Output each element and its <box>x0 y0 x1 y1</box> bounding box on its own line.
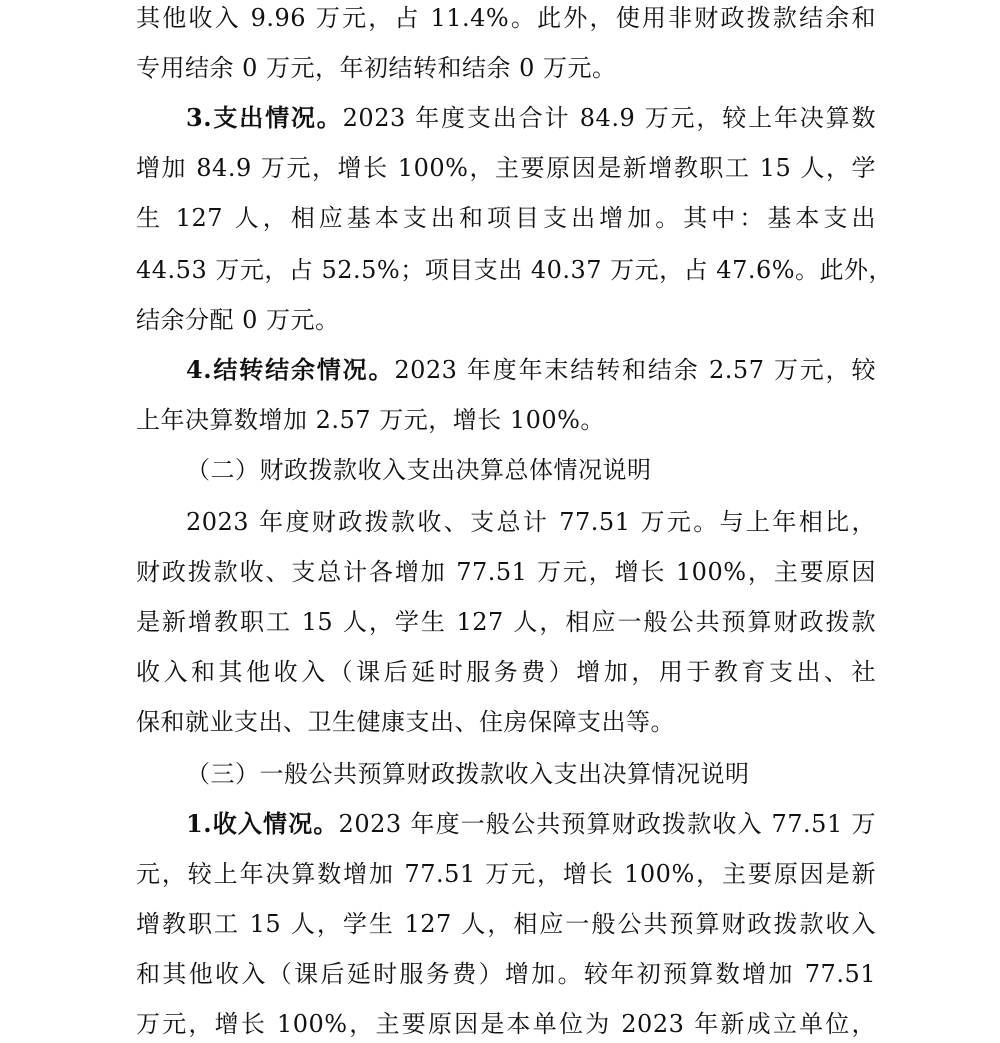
paragraph-line <box>136 302 876 338</box>
section-line-income <box>186 806 876 842</box>
paragraph-line <box>136 200 876 236</box>
heading-text: （二）财政拨款收入支出决算总体情况说明 <box>186 456 652 484</box>
line-text: 保和就业支出、卫生健康支出、住房保障支出等。 <box>136 708 675 736</box>
paragraph-line <box>136 402 876 438</box>
line-text: 2023 年度支出合计 84.9 万元，较上年决算数 <box>342 104 876 132</box>
line-text: 结余分配 0 万元。 <box>136 306 340 334</box>
section-line-carryover <box>186 352 876 388</box>
paragraph-line <box>136 906 876 942</box>
paragraph-line <box>186 504 876 540</box>
section-line-expenditure <box>186 100 876 136</box>
section-heading <box>186 756 876 792</box>
line-text: 2023 年度一般公共预算财政拨款收入 77.51 万 <box>338 810 877 838</box>
section-label: 1.收入情况。 <box>186 809 339 838</box>
line-text: 增加 84.9 万元，增长 100%，主要原因是新增教职工 15 人，学 <box>136 154 876 182</box>
line-text: 2023 年度财政拨款收、支总计 77.51 万元。与上年相比， <box>186 508 876 536</box>
line-text: 生 127 人，相应基本支出和项目支出增加。其中：基本支出 <box>136 204 876 232</box>
paragraph-line <box>136 1006 876 1042</box>
paragraph-line <box>136 0 876 36</box>
line-text: 收入和其他收入（课后延时服务费）增加，用于教育支出、社 <box>136 658 876 686</box>
paragraph-line <box>136 654 876 690</box>
paragraph-line <box>136 956 876 992</box>
paragraph-line <box>136 50 876 86</box>
section-label: 3.支出情况。 <box>186 103 343 132</box>
line-text: 2023 年度年末结转和结余 2.57 万元，较 <box>394 356 876 384</box>
paragraph-line <box>136 252 894 288</box>
line-text: 44.53 万元，占 52.5%；项目支出 40.37 万元，占 47.6%。此外， <box>136 256 894 284</box>
line-text: 上年决算数增加 2.57 万元，增长 100%。 <box>136 406 605 434</box>
paragraph-line <box>136 150 876 186</box>
line-text: 财政拨款收、支总计各增加 77.51 万元，增长 100%，主要原因 <box>136 558 876 586</box>
line-text: 和其他收入（课后延时服务费）增加。较年初预算数增加 77.51 <box>136 960 876 988</box>
paragraph-line <box>136 554 876 590</box>
paragraph-line <box>136 856 876 892</box>
line-text: 增教职工 15 人，学生 127 人，相应一般公共预算财政拨款收入 <box>136 910 876 938</box>
line-text: 是新增教职工 15 人，学生 127 人，相应一般公共预算财政拨款 <box>136 608 876 636</box>
line-text: 其他收入 9.96 万元，占 11.4%。此外，使用非财政拨款结余和 <box>136 4 876 32</box>
section-heading <box>186 452 876 488</box>
line-text: 专用结余 0 万元，年初结转和结余 0 万元。 <box>136 54 617 82</box>
paragraph-line <box>136 604 876 640</box>
line-text: 元，较上年决算数增加 77.51 万元，增长 100%，主要原因是新 <box>136 860 876 888</box>
paragraph-line <box>136 704 876 740</box>
heading-text: （三）一般公共预算财政拨款收入支出决算情况说明 <box>186 760 750 788</box>
line-text: 万元，增长 100%，主要原因是本单位为 2023 年新成立单位， <box>136 1010 876 1038</box>
section-label: 4.结转结余情况。 <box>186 355 395 384</box>
